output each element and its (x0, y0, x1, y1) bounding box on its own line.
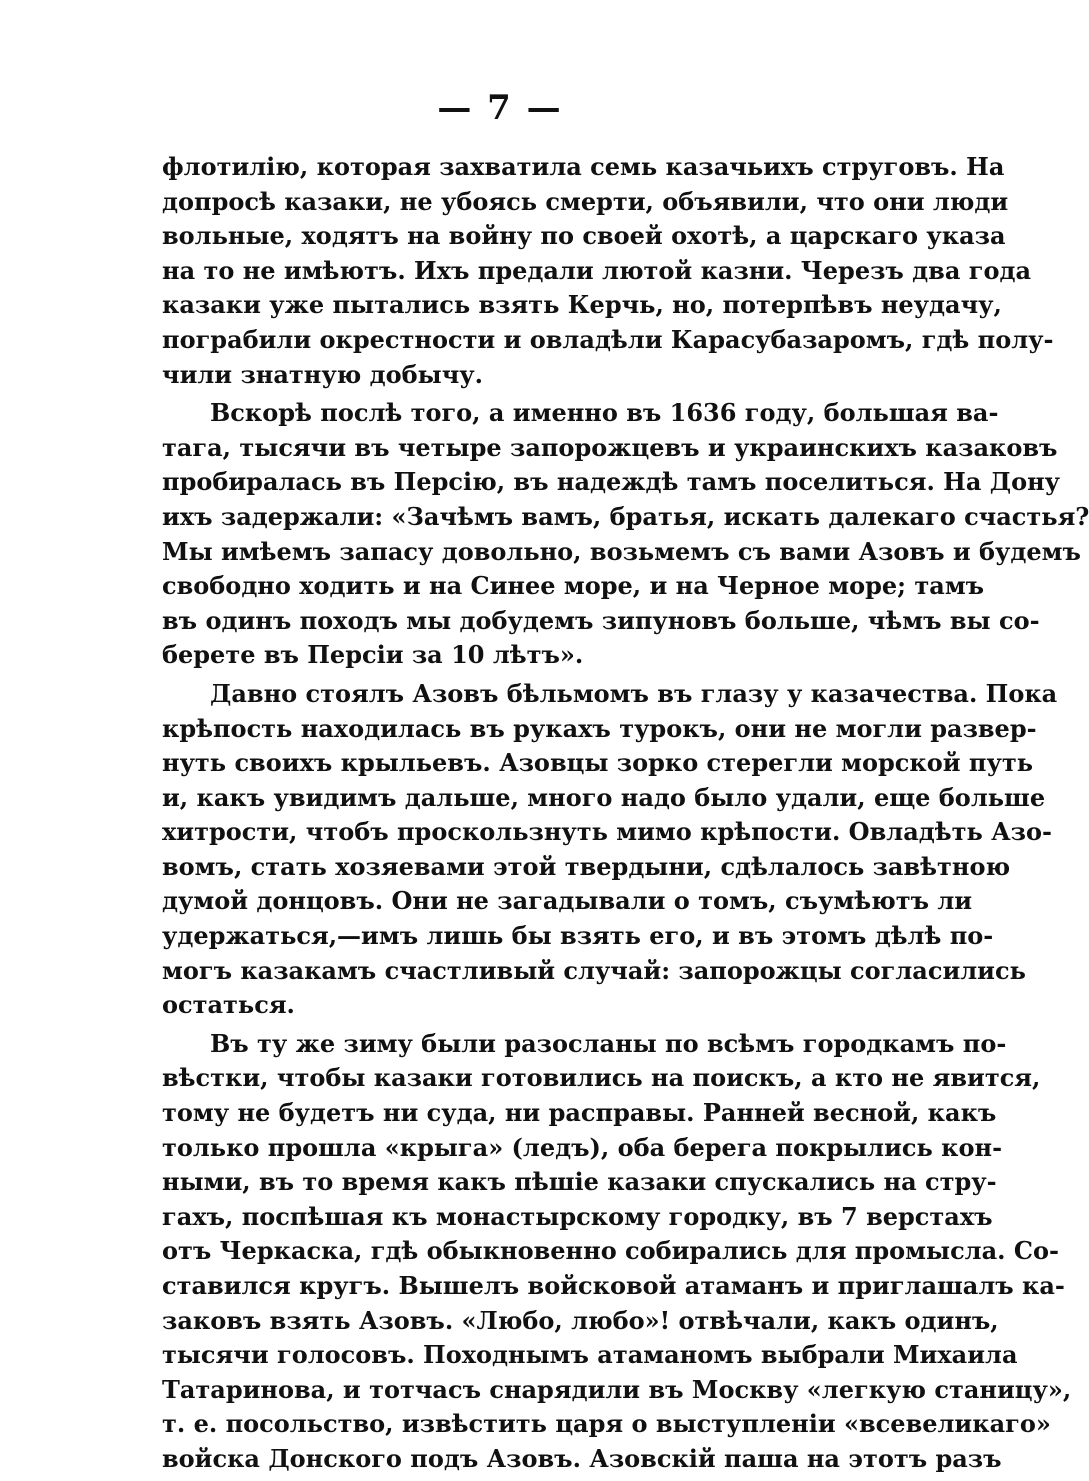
text-line: пограбили окрестности и овладѣли Карасубазаромъ, гдѣ полу- (162, 324, 1054, 354)
text-line: т. е. посольство, извѣстить царя о выступленіи «всевеликаго» (162, 1409, 1051, 1439)
text-line: думой донцовъ. Они не загадывали о томъ, съумѣютъ ли (162, 886, 973, 916)
page-number: — 7 — (437, 88, 563, 128)
text-line: остаться. (162, 990, 295, 1020)
text-line: нуть своихъ крыльевъ. Азовцы зорко стерегли морской путь (162, 748, 1033, 778)
text-line: тому не будетъ ни суда, ни расправы. Ранней весной, какъ (162, 1098, 997, 1128)
text-line: вомъ, стать хозяевами этой твердыни, сдѣлалось завѣтною (162, 851, 1011, 881)
text-line: Давно стоялъ Азовъ бѣльмомъ въ глазу у казачества. Пока (210, 678, 1058, 708)
text-line: ихъ задержали: «Зачѣмъ вамъ, братья, искать далекаго счастья? (162, 501, 1089, 531)
body-text (162, 150, 1089, 1481)
text-line: удержаться,—имъ лишь бы взять его, и въ этомъ дѣлѣ по- (162, 921, 994, 951)
text-line: Татаринова, и тотчасъ снарядили въ Москву «легкую станицу», (162, 1374, 1072, 1404)
text-line: войска Донского подъ Азовъ. Азовскій паша на этотъ разъ (162, 1443, 1002, 1473)
text-line: ставился кругъ. Вышелъ войсковой атаманъ и приглашалъ ка- (162, 1271, 1065, 1300)
text-line: только прошла «крыга» (ледъ), оба берега покрылись кон- (162, 1132, 1003, 1162)
text-line: могъ казакамъ счастливый случай: запорожцы согласились (162, 955, 1026, 985)
text-line: крѣпость находилась въ рукахъ турокъ, они не могли развер- (162, 713, 1037, 743)
paragraph (162, 396, 1089, 673)
text-line: гахъ, поспѣшая къ монастырскому городку, въ 7 верстахъ (162, 1201, 993, 1231)
text-line: вольные, ходятъ на войну по своей охотѣ, а царскаго указа (162, 221, 1006, 251)
text-line: вѣстки, чтобы казаки готовились на поискъ, а кто не явится, (162, 1063, 1041, 1093)
paragraph (162, 150, 1054, 392)
text-line: флотилію, которая захватила семь казачьихъ струговъ. На (162, 152, 1005, 181)
paragraph (162, 677, 1058, 1023)
text-line: въ одинъ походъ мы добудемъ зипуновъ больше, чѣмъ вы со- (162, 605, 1040, 635)
text-line: казаки уже пытались взять Керчь, но, потерпѣвъ неудачу, (162, 290, 1002, 320)
text-line: тага, тысячи въ четыре запорожцевъ и украинскихъ казаковъ (162, 432, 1058, 462)
text-line: на то не имѣютъ. Ихъ предали лютой казни. Черезъ два года (162, 255, 1032, 285)
text-line: Вскорѣ послѣ того, а именно въ 1636 году, большая ва- (210, 398, 999, 428)
text-line: чили знатную добычу. (162, 359, 483, 389)
text-line: берете въ Персіи за 10 лѣтъ». (162, 640, 584, 670)
text-line: допросѣ казаки, не убоясь смерти, объявили, что они люди (162, 186, 1009, 216)
text-line: пробиралась въ Персію, въ надеждѣ тамъ поселиться. На Дону (162, 467, 1061, 497)
text-line: ными, въ то время какъ пѣшіе казаки спускались на стру- (162, 1167, 997, 1197)
text-line: свободно ходить и на Синее море, и на Черное море; тамъ (162, 571, 985, 601)
text-line: хитрости, чтобъ проскользнуть мимо крѣпости. Овладѣть Азо- (162, 817, 1052, 847)
text-line: тысячи голосовъ. Походнымъ атаманомъ выбрали Михаила (162, 1340, 1018, 1370)
text-line: и, какъ увидимъ дальше, много надо было удали, еще больше (162, 782, 1046, 812)
text-line: отъ Черкаска, гдѣ обыкновенно собирались для промысла. Со- (162, 1236, 1059, 1266)
text-line: заковъ взять Азовъ. «Любо, любо»! отвѣчали, какъ одинъ, (162, 1305, 999, 1335)
text-line: Въ ту же зиму были разосланы по всѣмъ городкамъ по- (210, 1028, 1007, 1058)
text-line: Мы имѣемъ запасу довольно, возьмемъ съ вами Азовъ и будемъ (162, 536, 1081, 566)
paragraph (162, 1027, 1072, 1477)
